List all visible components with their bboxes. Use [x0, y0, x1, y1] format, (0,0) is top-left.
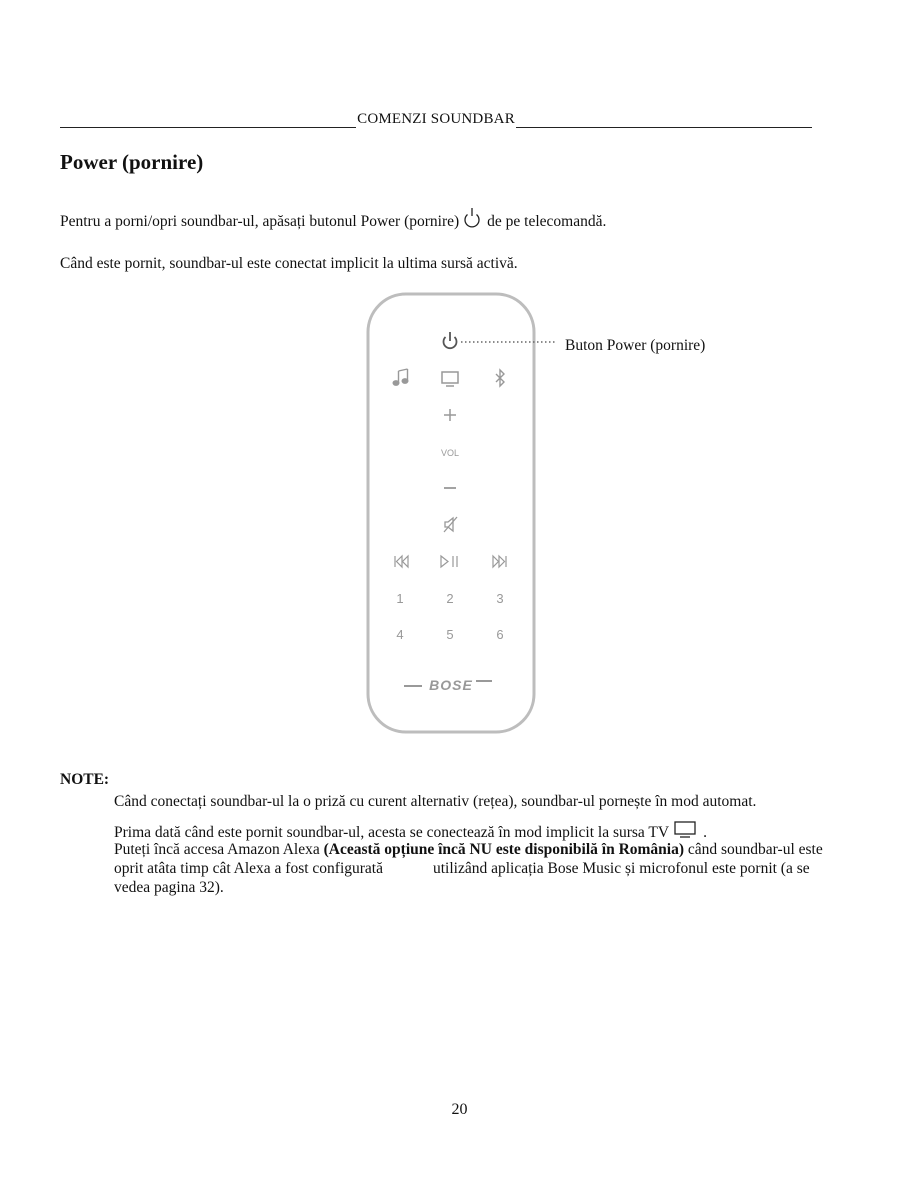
- remote-key-5: 5: [446, 627, 454, 642]
- note-body: [60, 792, 830, 897]
- power-icon: [463, 206, 481, 228]
- note-heading: NOTE:: [60, 771, 110, 788]
- power-button-callout: Buton Power (pornire): [565, 337, 706, 354]
- remote-key-2: 2: [446, 591, 454, 606]
- svg-text:BOSE: BOSE: [429, 677, 473, 693]
- paragraph-default-source: Când este pornit, soundbar-ul este conectat implicit la ultima sursă activă.: [60, 255, 518, 272]
- note-item-1: Când conectați soundbar-ul la o priză cu curent alternativ (rețea), soundbar-ul pornește în mod automat.: [114, 793, 757, 810]
- remote-key-3: 3: [496, 591, 504, 606]
- tv-icon: [673, 821, 697, 839]
- note-item-3: Puteți încă accesa Amazon Alexa (Această opțiune încă NU este disponibilă în România) când soundbar-ul este oprit atâta timp cât Alexa a fost configurată utilizând aplicația Bose Music și microfonul este pornit (a se vedea pagina 32).: [114, 841, 823, 896]
- remote-key-6: 6: [496, 627, 504, 642]
- header-title: COMENZI SOUNDBAR: [357, 111, 515, 127]
- page-title: Power (pornire): [60, 150, 204, 174]
- remote-key-4: 4: [396, 627, 404, 642]
- page-number: 20: [451, 1101, 468, 1118]
- remote-control-illustration: [366, 292, 566, 736]
- paragraph-power: Pentru a porni/opri soundbar-ul, apăsați butonul Power (pornire) de pe telecomandă.: [60, 206, 606, 232]
- remote-vol-label: VOL: [440, 448, 460, 458]
- remote-key-1: 1: [396, 591, 404, 606]
- section-header: [60, 110, 812, 128]
- note-item-2: Prima dată când este pornit soundbar-ul, acesta se conectează în mod implicit la sursa TV .: [60, 821, 830, 842]
